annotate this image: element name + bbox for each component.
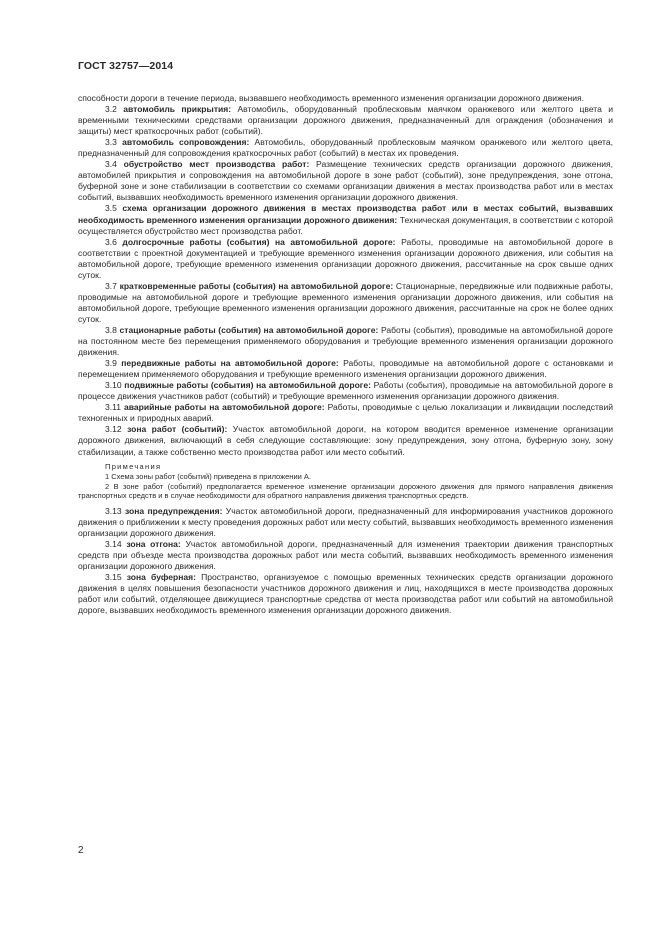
document-code: ГОСТ 32757—2014 (78, 60, 174, 72)
term-3-9 (78, 358, 613, 380)
term-number: 3.14 (105, 539, 122, 550)
term-definition: Участок автомобильной дороги, предназначенный для изменения траектории движения транспортных средств при объезде места производства дорожных работ или места событий, вызвавших необходимость временного изменения организации дорожного движения. (78, 539, 614, 572)
term-3-10 (78, 380, 613, 402)
term-title: зона предупреждения: (124, 505, 223, 516)
term-definition: Техническая документация, в соответствии с которой осуществляется обустройство мест производства работ. (78, 214, 614, 236)
intro-paragraph (78, 93, 613, 104)
term-definition: Размещение технических средств организации дорожного движения, автомобилей прикрытия и сопровождения на автомобильной дороге в зоне работ (событий), зоне предупреждения, зоне отгона, буферной зоне и зоне стабилизации в соответствии со схемами организации движения в местах производства работ или в местах событий, вызвавших необходимость временного изменения организации дорожного движения. (78, 159, 614, 203)
term-3-6 (78, 237, 613, 281)
term-number: 3.8 (105, 324, 117, 335)
term-3-12 (78, 424, 613, 457)
term-title: долгосрочные работы (события) на автомобильной дороге: (122, 236, 396, 247)
term-title: кратковременные работы (события) на автомобильной дороге: (119, 280, 394, 291)
term-number: 3.11 (105, 402, 122, 413)
term-number: 3.15 (105, 572, 122, 583)
term-3-2 (78, 104, 613, 137)
term-definition: Работы, проводимые на автомобильной дороге в соответствии с проектной документацией и требующие временного изменения организации дорожного движения, или события на автомобильной дороге, требующие временного изменения организации дорожного движения, рассчитанные на срок свыше одних суток. (78, 236, 614, 280)
term-definition: Участок автомобильной дороги, на котором вводится временное изменение организации дорожного движения, включающий в себя следующие составляющие: зону предупреждения, зону отгона, буферную зону, зону стабилизации, а также собственно место производства работ или место событий. (78, 424, 613, 457)
term-number: 3.13 (105, 505, 122, 516)
term-number: 3.4 (105, 159, 117, 170)
term-title: стационарные работы (события) на автомобильной дороге: (119, 324, 379, 335)
term-3-15 (78, 572, 613, 616)
term-3-7 (78, 281, 613, 325)
term-title: схема организации дорожного движения в местах производства работ или в местах событий, вызвавших необходимость временного изменения организации дорожного движения: (78, 203, 613, 225)
term-3-13 (78, 506, 613, 539)
term-number: 3.7 (105, 280, 117, 291)
intro-text: способности дороги в течение периода, вызвавшего необходимость временного изменения организации дорожного движения. (78, 93, 585, 103)
term-title: зона отгона: (126, 539, 181, 550)
term-number: 3.6 (105, 236, 117, 247)
page-number: 2 (78, 845, 84, 856)
document-body (78, 93, 613, 616)
term-definition: Работы (события), проводимые на автомобильной дороге на постоянном месте без перемещения применяемого оборудования и требующие временного изменения организации дорожного движения. (78, 324, 614, 358)
term-title: аварийные работы на автомобильной дороге: (123, 402, 325, 413)
term-definition: Автомобиль, оборудованный проблесковым маячком оранжевого или желтого цвета, предназначенный для сопровождения краткосрочных работ (событий) в местах их проведения. (78, 137, 614, 159)
term-definition: Работы, проводимые с целью локализации и ликвидации последствий техногенных и природных аварий. (78, 402, 613, 424)
notes-block (78, 462, 613, 501)
term-definition: Автомобиль, оборудованный проблесковым маячком оранжевого или желтого цвета и временными техническими средствами организации дорожного движения, предназначенный для ограждения (обозначения и защиты) мест краткосрочных работ (событий). (78, 104, 614, 137)
term-number: 3.2 (105, 104, 117, 115)
term-number: 3.5 (105, 203, 117, 214)
term-definition: Работы (события), проводимые на автомобильной дороге в процессе движения участников работ (событий) и требующие временного изменения организации дорожного движения. (78, 380, 614, 402)
term-3-14 (78, 539, 613, 572)
term-3-8 (78, 325, 613, 358)
term-title: зона буферная: (126, 572, 196, 583)
term-title: передвижные работы на автомобильной дороге: (121, 358, 339, 369)
term-number: 3.10 (105, 380, 122, 391)
term-definition: Работы, проводимые на автомобильной дороге с остановками и перемещением применяемого оборудования и требующие временного изменения организации дорожного движения. (78, 358, 614, 380)
term-definition: Стационарные, передвижные или подвижные работы, проводимые на автомобильной дороге и требующие временного изменения организации дорожного движения, или события на автомобильной дороге, требующие временного изменения организации дорожного движения, рассчитанные на срок не более одних суток. (78, 280, 614, 324)
term-title: автомобиль сопровождения: (122, 137, 250, 148)
notes-title: Примечания (105, 461, 162, 471)
note-item: 2 В зоне работ (событий) предполагается временное изменение организации дорожного движения для прямого направления движения транспортных средств и в случае необходимости для обратного направления движения транспортных средств. (78, 481, 613, 501)
note-item: 1 Схема зоны работ (событий) приведена в приложении А. (105, 472, 311, 482)
term-definition: Пространство, организуемое с помощью временных технических средств организации дорожного движения в целях повышения безопасности участников дорожного движения и лиц, находящихся в месте производства дорожных работ или событий, отделяющее движущиеся транспортные средства от места производства работ или событий на автомобильной дороге, вызвавших необходимость временного изменения организации дорожного движения. (78, 572, 613, 616)
term-3-3 (78, 137, 613, 159)
term-3-4 (78, 159, 613, 203)
term-title: автомобиль прикрытия: (123, 104, 232, 115)
term-definition: Участок автомобильной дороги, предназначенный для информирования участников дорожного движения о приближении к месту проведения дорожных работ или месту событий, вызвавших необходимость временного изменения организации дорожного движения. (78, 505, 614, 539)
term-number: 3.9 (105, 358, 117, 369)
term-title: подвижные работы (события) на автомобильной дороге: (124, 380, 371, 391)
term-title: зона работ (событий): (127, 424, 228, 435)
term-3-11 (78, 402, 613, 424)
term-number: 3.3 (105, 137, 117, 148)
term-title: обустройство мест производства работ: (123, 159, 310, 170)
term-number: 3.12 (105, 424, 122, 435)
term-3-5 (78, 203, 613, 236)
